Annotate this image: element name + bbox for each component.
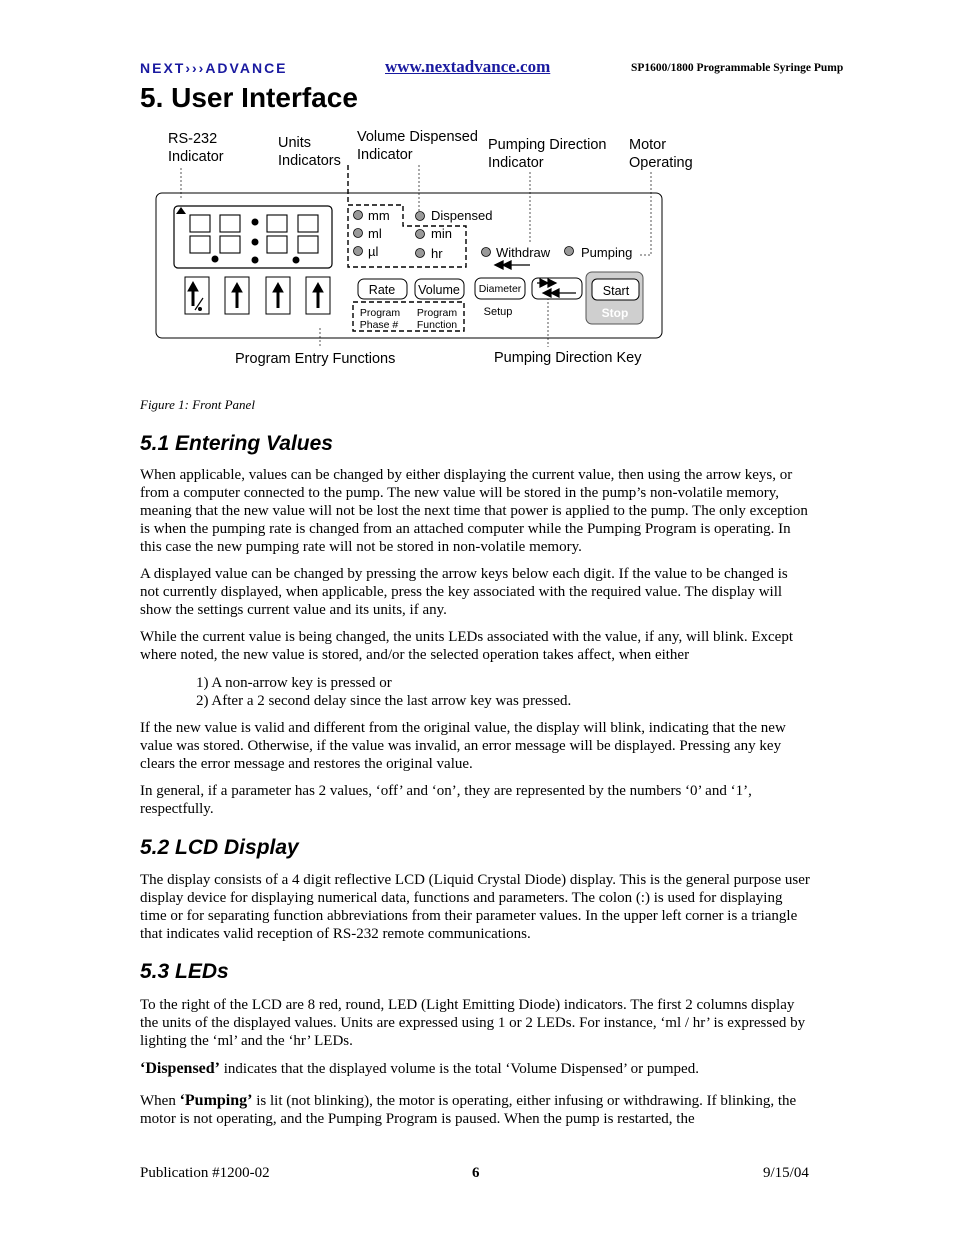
start-stop-key[interactable] xyxy=(586,272,643,324)
website-link[interactable]: www.nextadvance.com xyxy=(385,57,551,76)
program-entry-label: Program Entry Functions xyxy=(235,351,396,367)
paragraph: A displayed value can be changed by pressing the arrow keys below each digit. If the value to be changed is not currently displayed, when applicable, press the key associated with the required value. The display will show the settings current value and its units, if any. xyxy=(140,566,788,618)
program-function-label-1: Program xyxy=(416,307,458,319)
term-dispensed: ‘Dispensed’ xyxy=(140,1060,221,1077)
program-phase-label-1: Program xyxy=(359,307,401,319)
section-heading-5-2: 5.2 LCD Display xyxy=(140,836,299,859)
diameter-key-label: Diameter xyxy=(478,283,522,295)
section-heading-5-1: 5.1 Entering Values xyxy=(140,432,333,455)
volume-key-label: Volume xyxy=(418,283,460,297)
lcd-digit-2 xyxy=(220,215,240,253)
list-item: 2) After a 2 second delay since the last arrow key was pressed. xyxy=(196,693,572,709)
led-pumping-icon xyxy=(565,247,574,256)
setup-label: Setup xyxy=(483,306,513,318)
led-ul-label: µl xyxy=(368,244,379,259)
direction-key-label: Pumping Direction Key xyxy=(494,350,642,366)
paragraph: The display consists of a 4 digit reflective LCD (Liquid Crystal Diode) display. This is the general purpose user display device for displaying numerical data, functions and parameters. The colon (:) is used for displaying time or for separating function abbreviations from their parameter values. In the upper left corner is a triangle that indicates valid reception of RS-232 remote communications. xyxy=(140,872,810,942)
led-ml-label: ml xyxy=(368,226,382,241)
rate-key[interactable] xyxy=(358,279,407,299)
paragraph: While the current value is being changed, the units LEDs associated with the value, if any, will blink. Except where noted, the new value is stored, and/or the selected operation takes affect, when either xyxy=(140,629,794,663)
term-pumping: ‘Pumping’ xyxy=(179,1092,253,1109)
withdraw-arrows-icon xyxy=(495,261,530,269)
led-ml-icon xyxy=(354,229,363,238)
up-arrow-icon xyxy=(273,283,283,308)
led-hr-icon xyxy=(416,249,425,258)
rs232-triangle-icon xyxy=(176,207,186,214)
led-dispensed-icon xyxy=(416,212,425,221)
led-hr-label: hr xyxy=(431,246,443,261)
rs232-label: RS-232 Indicator xyxy=(168,131,224,165)
lcd-digit-4 xyxy=(298,215,318,253)
page-title: 5. User Interface xyxy=(140,82,358,113)
lcd-digit-3 xyxy=(267,215,287,253)
up-arrow-icon xyxy=(313,283,323,308)
led-withdraw-icon xyxy=(482,248,491,257)
paragraph: If the new value is valid and different from the original value, the display will blink, indicating that the new value was stored. Otherwise, if the value was invalid, an error message will be displayed. Pressing any key clears the error message and restores the original value. xyxy=(140,720,786,772)
front-panel-diagram xyxy=(0,0,954,380)
up-arrow-icon xyxy=(232,283,242,308)
units-label: Units Indicators xyxy=(278,135,341,169)
led-ul-icon xyxy=(354,247,363,256)
stop-key-label: Stop xyxy=(601,306,629,320)
led-mm-label: mm xyxy=(368,208,390,223)
led-mm-icon xyxy=(354,211,363,220)
section-heading-5-3: 5.3 LEDs xyxy=(140,960,229,983)
led-pumping-label: Pumping xyxy=(581,245,633,260)
page-number: 6 xyxy=(472,1165,480,1181)
list-item: 1) A non-arrow key is pressed or xyxy=(196,675,392,691)
paragraph: ‘Dispensed’ indicates that the displayed volume is the total ‘Volume Dispensed’ or pumped. xyxy=(140,1060,699,1077)
volume-key[interactable] xyxy=(415,279,464,299)
publication-number: Publication #1200-02 xyxy=(140,1165,270,1181)
led-min-label: min xyxy=(431,226,452,241)
lcd-digit-1 xyxy=(190,215,210,253)
led-withdraw-label: Withdraw xyxy=(496,245,551,260)
program-function-label-2: Function xyxy=(416,319,458,331)
pumping-direction-key[interactable] xyxy=(532,278,582,299)
up-arrow-icon xyxy=(188,282,203,311)
diameter-key[interactable] xyxy=(475,278,525,299)
arrow-keys xyxy=(185,277,330,314)
motor-operating-label: Motor Operating xyxy=(629,137,693,171)
paragraph: When ‘Pumping’ is lit (not blinking), the motor is operating, either infusing or withdrawing. If blinking, the motor is not operating, and the Pumping Program is paused. When the pump is restarted, the xyxy=(140,1092,797,1127)
paragraph: To the right of the LCD are 8 red, round, LED (Light Emitting Diode) indicators. The first 2 columns display the units of the displayed values. Units are expressed using 1 or 2 LEDs. For instance, ‘ml / hr’ is expressed by lighting the ‘ml’ and the ‘hr’ LEDs. xyxy=(140,997,806,1049)
paragraph: In general, if a parameter has 2 values, ‘off’ and ‘on’, they are represented by the numbers ‘0’ and ‘1’, respectfully. xyxy=(140,783,752,817)
arrow-key-1 xyxy=(185,277,209,314)
volume-dispensed-label: Volume Dispensed Indicator xyxy=(357,129,478,163)
led-dispensed-label: Dispensed xyxy=(431,208,493,223)
program-phase-label-2: Phase # xyxy=(359,319,399,331)
rate-key-label: Rate xyxy=(368,283,396,297)
figure-caption: Figure 1: Front Panel xyxy=(140,397,255,412)
paragraph: When applicable, values can be changed by either displaying the current value, then using the arrow keys, or from a computer connected to the pump. The new value will be stored in the pump’s non-volatile memory, meaning that the new value will not be lost the next time that power is applied to the pump. The only exception is when the pumping rate is changed from an attached computer while the Pumping Program is operating. In this case the new pumping rate will not be stored in non-volatile memory. xyxy=(140,467,808,555)
publication-date: 9/15/04 xyxy=(763,1165,809,1181)
start-key-label: Start xyxy=(602,284,630,298)
led-min-icon xyxy=(416,230,425,239)
brand-logo: NEXT›››ADVANCE xyxy=(140,60,288,76)
pumping-direction-label: Pumping Direction Indicator xyxy=(488,137,607,171)
product-name: SP1600/1800 Programmable Syringe Pump xyxy=(631,62,844,74)
